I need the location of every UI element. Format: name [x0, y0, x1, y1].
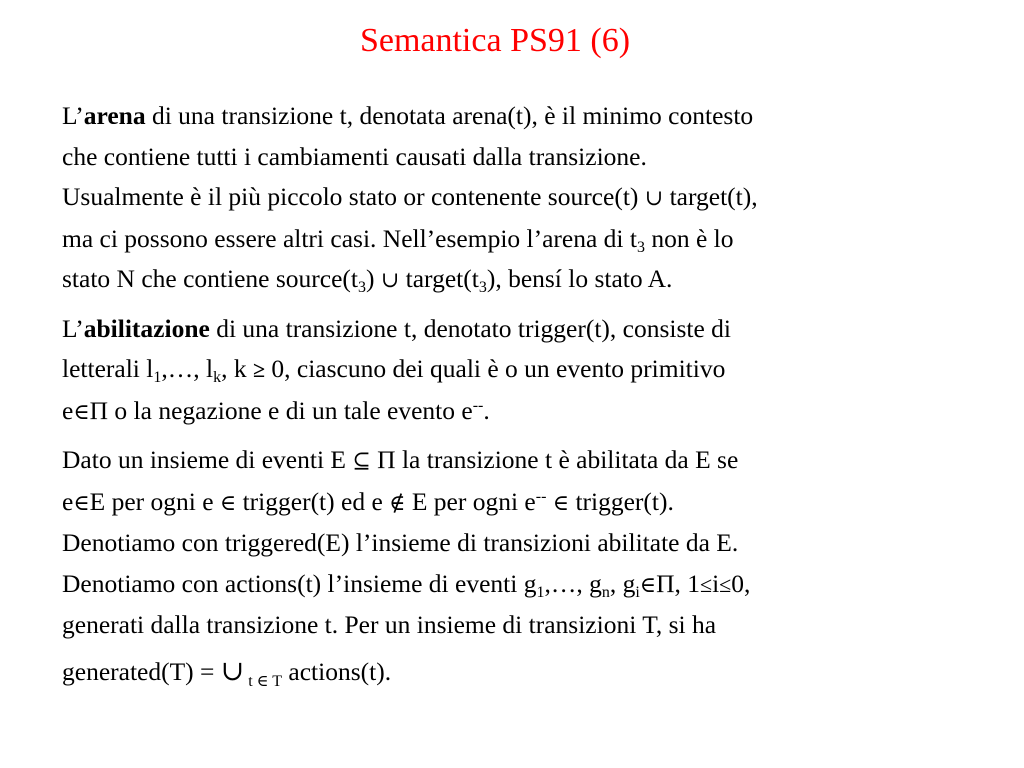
text-segment: , k: [221, 354, 253, 383]
term-arena: arena: [83, 101, 146, 130]
leq-symbol: ≤: [719, 571, 732, 597]
text-segment: L’: [62, 313, 84, 343]
text-line: [62, 349, 1012, 391]
union-index: t ∈ T: [244, 672, 283, 690]
geq-symbol: ≥: [252, 357, 266, 382]
text-segment: letterali l: [62, 354, 154, 383]
subscript: 3: [478, 279, 487, 296]
subscript: 1: [153, 369, 162, 386]
element-of-symbol: ∈: [73, 489, 90, 515]
subset-symbol: ⊆: [352, 448, 371, 473]
leq-symbol: ≤: [700, 571, 713, 597]
text-segment: trigger(t).: [569, 486, 674, 516]
text-segment: ,…, l: [161, 354, 214, 383]
text-segment: ma ci possono essere altri casi. Nell’esempio l’arena di t: [62, 223, 637, 253]
union-symbol: ∪: [220, 655, 245, 687]
text-line: [62, 137, 1012, 178]
text-line: [62, 564, 1012, 606]
text-line: [62, 523, 1012, 564]
subscript: i: [635, 583, 640, 601]
text-segment: .: [483, 395, 490, 425]
text-line: [62, 259, 1012, 301]
text-segment: E per ogni e: [405, 486, 536, 516]
text-line: [62, 440, 1012, 482]
text-segment: stato N che contiene source(t: [62, 264, 358, 293]
text-line: [62, 219, 1012, 260]
element-of-symbol: ∈: [552, 489, 570, 515]
text-line: [62, 96, 1012, 137]
subscript: 3: [357, 279, 366, 296]
subscript: k: [213, 369, 222, 386]
text-segment: target(t),: [663, 182, 758, 211]
text-segment: e: [62, 395, 74, 425]
subscript: n: [601, 583, 610, 601]
text-segment: 0,: [731, 568, 751, 598]
text-segment: Π, 1: [656, 568, 700, 598]
text-segment: actions(t).: [282, 656, 392, 686]
text-line: [62, 177, 1012, 219]
text-segment: target(t: [399, 264, 479, 293]
text-segment: di una transizione t, denotato trigger(t), consiste di: [209, 313, 732, 343]
text-line: [62, 605, 1012, 646]
text-segment: ,…, g: [544, 568, 602, 598]
text-segment: E per ogni e: [89, 486, 220, 516]
paragraph-abilitazione: [62, 309, 1012, 433]
paragraph-dato: [62, 440, 1012, 702]
text-segment: Usualmente è il più piccolo stato or contenente source(t): [62, 182, 645, 211]
text-line: [62, 652, 1012, 703]
subscript: 3: [636, 238, 645, 256]
element-of-symbol: ∈: [219, 489, 237, 515]
not-element-of-symbol: ∉: [389, 489, 406, 515]
element-of-symbol: ∈: [73, 398, 90, 424]
text-segment: Dato un insieme di eventi E: [62, 445, 353, 474]
text-segment: di una transizione t, denotata arena(t), è il minimo contesto: [145, 101, 754, 130]
text-segment: Denotiamo con actions(t) l’insieme di eventi g: [62, 568, 537, 598]
text-line: [62, 309, 1012, 350]
text-segment: Π la transizione t è abilitata da E se: [370, 445, 739, 474]
union-symbol: ∪: [644, 185, 664, 210]
text-segment: , g: [609, 568, 636, 598]
text-line: [62, 482, 1012, 524]
superscript: --: [472, 396, 484, 414]
text-segment: L’: [62, 101, 84, 130]
text-line: [62, 391, 1012, 433]
text-segment: Denotiamo con triggered(E) l’insieme di transizioni abilitate da E.: [62, 528, 739, 557]
text-segment: 0, ciascuno dei quali è o un evento primitivo: [265, 354, 726, 383]
slide-body: [62, 96, 1012, 710]
text-segment: ), bensí lo stato A.: [486, 264, 673, 293]
text-segment: generated(T) =: [62, 656, 221, 686]
subscript: 1: [536, 583, 545, 601]
text-segment: Π o la negazione e di un tale evento e: [89, 395, 473, 425]
union-symbol: ∪: [380, 267, 400, 292]
text-segment: i: [712, 568, 720, 598]
text-segment: e: [62, 486, 74, 516]
term-abilitazione: abilitazione: [83, 313, 210, 343]
text-segment: ): [365, 264, 381, 293]
superscript: --: [535, 487, 547, 505]
slide-title: Semantica PS91 (6): [359, 22, 631, 59]
text-segment: trigger(t) ed e: [236, 486, 390, 516]
text-segment: non è lo: [644, 223, 734, 253]
text-segment: che contiene tutti i cambiamenti causati dalla transizione.: [62, 141, 647, 171]
paragraph-arena: [62, 96, 1012, 301]
text-segment: generati dalla transizione t. Per un insieme di transizioni T, si ha: [62, 610, 717, 639]
element-of-symbol: ∈: [639, 571, 657, 597]
